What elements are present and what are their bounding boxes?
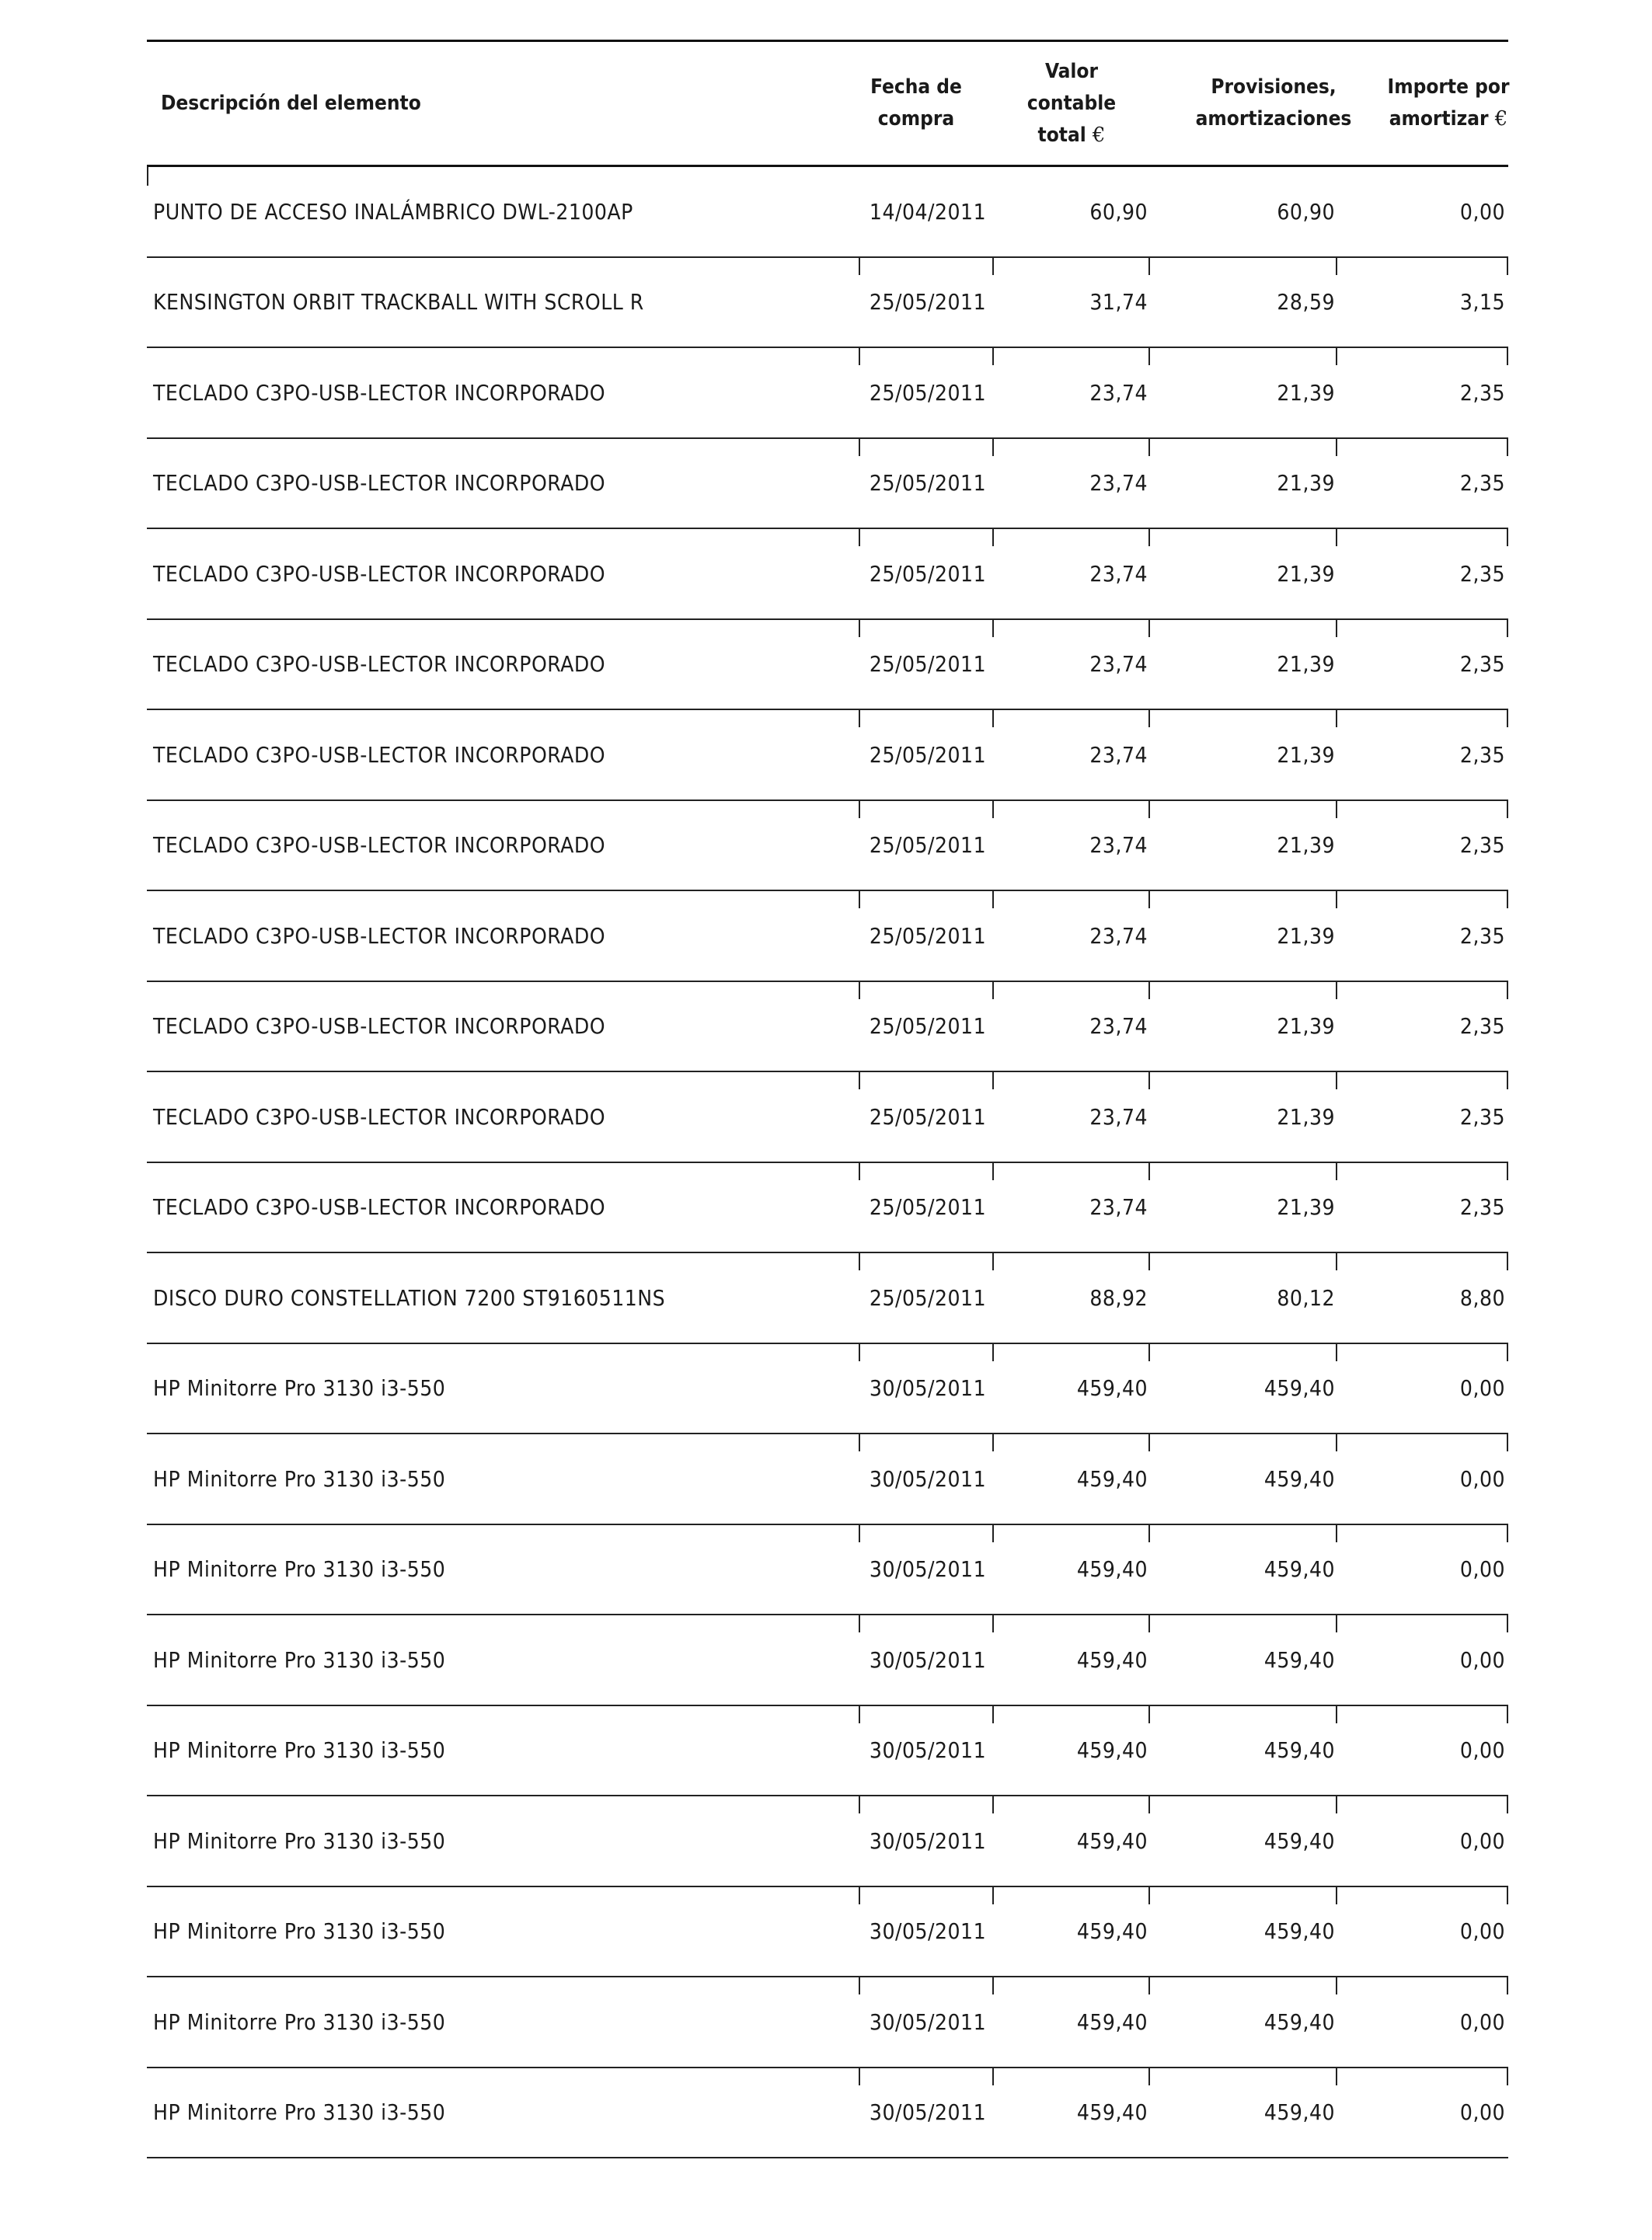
header-description-label: Descripción del elemento — [161, 91, 421, 115]
column-tick-mark — [1507, 891, 1508, 908]
column-tick-mark — [1507, 1887, 1508, 1904]
column-tick-mark — [1507, 1977, 1508, 1994]
cell-book-value: 459,40 — [1076, 1737, 1148, 1763]
header-provisions-line2: amortizaciones — [1195, 107, 1352, 131]
table-row — [147, 1977, 1508, 2068]
column-tick-mark — [1148, 1887, 1150, 1904]
column-tick-mark — [1336, 1977, 1337, 1994]
cell-provisions: 459,40 — [1263, 1556, 1335, 1582]
column-tick-mark — [1507, 258, 1508, 275]
column-tick-mark — [992, 1253, 994, 1270]
column-tick-mark — [1148, 529, 1150, 546]
column-tick-mark — [992, 1434, 994, 1451]
cell-provisions: 21,39 — [1277, 379, 1335, 406]
cell-provisions: 21,39 — [1277, 1013, 1335, 1039]
cell-purchase-date: 25/05/2011 — [869, 832, 987, 858]
column-tick-mark — [1507, 982, 1508, 999]
cell-book-value: 23,74 — [1089, 379, 1148, 406]
cell-purchase-date: 14/04/2011 — [869, 198, 987, 225]
cell-provisions: 459,40 — [1263, 1827, 1335, 1854]
cell-description: TECLADO C3PO-USB-LECTOR INCORPORADO — [153, 741, 606, 768]
column-tick-mark — [992, 258, 994, 275]
cell-purchase-date: 25/05/2011 — [869, 651, 987, 677]
cell-book-value: 31,74 — [1089, 289, 1148, 315]
column-tick-mark — [992, 1163, 994, 1180]
cell-remaining: 2,35 — [1459, 832, 1505, 858]
column-tick-mark — [1148, 1615, 1150, 1632]
cell-book-value: 459,40 — [1076, 1918, 1148, 1944]
column-tick-mark — [1148, 348, 1150, 365]
cell-purchase-date: 25/05/2011 — [869, 1103, 987, 1130]
cell-remaining: 2,35 — [1459, 1013, 1505, 1039]
cell-remaining: 2,35 — [1459, 922, 1505, 949]
table-row — [147, 1525, 1508, 1616]
column-tick-mark — [1336, 258, 1337, 275]
column-tick-mark — [859, 982, 860, 999]
cell-book-value: 60,90 — [1089, 198, 1148, 225]
header-book-value-line3: total — [1037, 123, 1086, 147]
cell-provisions: 80,12 — [1277, 1284, 1335, 1311]
cell-book-value: 23,74 — [1089, 741, 1148, 768]
cell-book-value: 459,40 — [1076, 1646, 1148, 1673]
cell-provisions: 459,40 — [1263, 1465, 1335, 1492]
cell-purchase-date: 30/05/2011 — [869, 1737, 987, 1763]
cell-book-value: 23,74 — [1089, 1103, 1148, 1130]
cell-provisions: 459,40 — [1263, 1375, 1335, 1401]
cell-provisions: 21,39 — [1277, 922, 1335, 949]
table-row — [147, 2068, 1508, 2159]
column-tick-mark — [1507, 801, 1508, 818]
column-tick-mark — [1148, 801, 1150, 818]
cell-book-value: 23,74 — [1089, 470, 1148, 496]
column-tick-mark — [1148, 1072, 1150, 1089]
cell-description: HP Minitorre Pro 3130 i3-550 — [153, 1737, 446, 1763]
table-row — [147, 801, 1508, 892]
cell-description: DISCO DURO CONSTELLATION 7200 ST9160511NS — [153, 1284, 666, 1311]
table-row — [147, 891, 1508, 982]
column-tick-mark — [859, 1163, 860, 1180]
cell-description: TECLADO C3PO-USB-LECTOR INCORPORADO — [153, 1103, 606, 1130]
cell-provisions: 459,40 — [1263, 1737, 1335, 1763]
column-tick-mark — [1336, 1072, 1337, 1089]
table-row — [147, 1434, 1508, 1525]
table-body — [147, 167, 1508, 2158]
cell-purchase-date: 30/05/2011 — [869, 2008, 987, 2035]
column-tick-mark — [1148, 891, 1150, 908]
cell-provisions: 459,40 — [1263, 1918, 1335, 1944]
euro-symbol: € — [1494, 107, 1508, 131]
cell-book-value: 459,40 — [1076, 1556, 1148, 1582]
column-tick-mark — [1336, 1706, 1337, 1723]
cell-provisions: 28,59 — [1277, 289, 1335, 315]
cell-remaining: 2,35 — [1459, 560, 1505, 587]
column-tick-mark — [1336, 1163, 1337, 1180]
cell-description: HP Minitorre Pro 3130 i3-550 — [153, 2099, 446, 2125]
cell-purchase-date: 25/05/2011 — [869, 289, 987, 315]
column-tick-mark — [859, 1796, 860, 1813]
column-tick-mark — [992, 1525, 994, 1542]
column-tick-mark — [859, 348, 860, 365]
column-tick-mark — [1336, 348, 1337, 365]
column-tick-mark — [1148, 1525, 1150, 1542]
column-tick-mark — [992, 1344, 994, 1361]
header-purchase-date-line2: compra — [877, 107, 955, 131]
cell-remaining: 0,00 — [1459, 1556, 1505, 1582]
column-tick-mark — [992, 982, 994, 999]
column-tick-mark — [992, 710, 994, 727]
table-row — [147, 348, 1508, 439]
column-tick-mark — [1507, 439, 1508, 456]
cell-remaining: 2,35 — [1459, 1194, 1505, 1220]
column-tick-mark — [992, 801, 994, 818]
cell-book-value: 23,74 — [1089, 922, 1148, 949]
header-purchase-date-line1: Fecha de — [870, 75, 962, 99]
cell-remaining: 3,15 — [1459, 289, 1505, 315]
column-tick-mark — [1336, 1253, 1337, 1270]
column-tick-mark — [1148, 1977, 1150, 1994]
column-tick-mark — [859, 439, 860, 456]
cell-provisions: 459,40 — [1263, 2099, 1335, 2125]
cell-purchase-date: 25/05/2011 — [869, 560, 987, 587]
table-row — [147, 620, 1508, 711]
column-tick-mark — [992, 620, 994, 637]
cell-remaining: 2,35 — [1459, 741, 1505, 768]
table-row — [147, 439, 1508, 530]
header-description — [161, 42, 421, 165]
cell-purchase-date: 25/05/2011 — [869, 922, 987, 949]
column-tick-mark — [1507, 1434, 1508, 1451]
column-tick-mark — [992, 1977, 994, 1994]
cell-purchase-date: 30/05/2011 — [869, 1646, 987, 1673]
table-row — [147, 1887, 1508, 1978]
column-tick-mark — [992, 1796, 994, 1813]
cell-provisions: 21,39 — [1277, 1194, 1335, 1220]
column-tick-mark — [859, 1887, 860, 1904]
cell-provisions: 459,40 — [1263, 1646, 1335, 1673]
header-book-value — [1002, 42, 1141, 165]
header-book-value-line2: contable — [1026, 91, 1117, 115]
column-tick-mark — [1507, 1253, 1508, 1270]
cell-description: HP Minitorre Pro 3130 i3-550 — [153, 2008, 446, 2035]
cell-purchase-date: 25/05/2011 — [869, 470, 987, 496]
column-tick-mark — [1148, 710, 1150, 727]
table-row — [147, 258, 1508, 349]
cell-remaining: 0,00 — [1459, 1375, 1505, 1401]
column-tick-mark — [1336, 1344, 1337, 1361]
cell-description: TECLADO C3PO-USB-LECTOR INCORPORADO — [153, 922, 606, 949]
column-tick-mark — [1148, 1706, 1150, 1723]
column-tick-mark — [1336, 891, 1337, 908]
cell-provisions: 21,39 — [1277, 651, 1335, 677]
table-row — [147, 1253, 1508, 1344]
cell-book-value: 23,74 — [1089, 1194, 1148, 1220]
column-tick-mark — [859, 258, 860, 275]
header-purchase-date — [846, 42, 986, 165]
cell-remaining: 2,35 — [1459, 470, 1505, 496]
column-tick-mark — [992, 1072, 994, 1089]
table-row — [147, 1072, 1508, 1163]
cell-book-value: 459,40 — [1076, 2099, 1148, 2125]
column-tick-mark — [859, 891, 860, 908]
cell-remaining: 0,00 — [1459, 1827, 1505, 1854]
column-tick-mark — [1148, 2068, 1150, 2085]
cell-remaining: 2,35 — [1459, 379, 1505, 406]
cell-provisions: 21,39 — [1277, 470, 1335, 496]
column-tick-mark — [992, 1706, 994, 1723]
column-tick-mark — [859, 1525, 860, 1542]
cell-description: TECLADO C3PO-USB-LECTOR INCORPORADO — [153, 832, 606, 858]
cell-provisions: 60,90 — [1277, 198, 1335, 225]
column-tick-mark — [1507, 2068, 1508, 2085]
header-remaining — [1359, 42, 1538, 165]
column-tick-mark — [1148, 982, 1150, 999]
cell-description: HP Minitorre Pro 3130 i3-550 — [153, 1375, 446, 1401]
cell-description: PUNTO DE ACCESO INALÁMBRICO DWL-2100AP — [153, 198, 633, 225]
column-tick-mark — [859, 1706, 860, 1723]
cell-purchase-date: 30/05/2011 — [869, 1375, 987, 1401]
cell-remaining: 0,00 — [1459, 198, 1505, 225]
column-tick-mark — [1336, 1887, 1337, 1904]
cell-description: HP Minitorre Pro 3130 i3-550 — [153, 1918, 446, 1944]
cell-provisions: 21,39 — [1277, 1103, 1335, 1130]
header-remaining-line2: amortizar — [1389, 107, 1489, 131]
column-tick-mark — [1336, 439, 1337, 456]
cell-remaining: 0,00 — [1459, 2008, 1505, 2035]
cell-description: TECLADO C3PO-USB-LECTOR INCORPORADO — [153, 1013, 606, 1039]
column-tick-mark — [1148, 1163, 1150, 1180]
cell-remaining: 0,00 — [1459, 1918, 1505, 1944]
table-row — [147, 1706, 1508, 1797]
column-tick-mark — [1507, 710, 1508, 727]
table-row — [147, 1344, 1508, 1435]
column-tick-mark — [1148, 258, 1150, 275]
cell-description: TECLADO C3PO-USB-LECTOR INCORPORADO — [153, 379, 606, 406]
cell-description: TECLADO C3PO-USB-LECTOR INCORPORADO — [153, 560, 606, 587]
column-tick-mark — [859, 1434, 860, 1451]
column-tick-mark — [1507, 529, 1508, 546]
column-tick-mark — [859, 1615, 860, 1632]
column-tick-mark — [1336, 982, 1337, 999]
cell-book-value: 23,74 — [1089, 832, 1148, 858]
column-tick-mark — [1336, 2068, 1337, 2085]
column-tick-mark — [992, 439, 994, 456]
asset-table — [147, 40, 1508, 2158]
column-tick-mark — [1336, 801, 1337, 818]
column-tick-mark — [1148, 1344, 1150, 1361]
column-tick-mark — [992, 529, 994, 546]
column-tick-mark — [1507, 1344, 1508, 1361]
column-tick-mark — [992, 2068, 994, 2085]
column-tick-mark — [1507, 1796, 1508, 1813]
cell-description: TECLADO C3PO-USB-LECTOR INCORPORADO — [153, 1194, 606, 1220]
column-tick-mark — [1336, 1796, 1337, 1813]
table-row — [147, 1796, 1508, 1887]
table-row — [147, 710, 1508, 801]
column-tick-mark — [1336, 1615, 1337, 1632]
column-tick-mark — [1507, 620, 1508, 637]
table-row — [147, 1163, 1508, 1254]
cell-book-value: 23,74 — [1089, 651, 1148, 677]
cell-remaining: 2,35 — [1459, 651, 1505, 677]
cell-provisions: 21,39 — [1277, 741, 1335, 768]
header-book-value-line1: Valor — [1044, 59, 1099, 83]
column-tick-mark — [1507, 1072, 1508, 1089]
column-tick-mark — [1148, 1434, 1150, 1451]
column-tick-mark — [859, 1072, 860, 1089]
cell-remaining: 2,35 — [1459, 1103, 1505, 1130]
cell-book-value: 23,74 — [1089, 560, 1148, 587]
cell-purchase-date: 25/05/2011 — [869, 1284, 987, 1311]
header-provisions — [1157, 42, 1390, 165]
cell-book-value: 459,40 — [1076, 1375, 1148, 1401]
cell-purchase-date: 25/05/2011 — [869, 379, 987, 406]
cell-description: KENSINGTON ORBIT TRACKBALL WITH SCROLL R — [153, 289, 644, 315]
column-tick-mark — [1148, 1796, 1150, 1813]
column-tick-mark — [859, 1253, 860, 1270]
cell-purchase-date: 30/05/2011 — [869, 1556, 987, 1582]
cell-book-value: 459,40 — [1076, 1465, 1148, 1492]
cell-purchase-date: 30/05/2011 — [869, 2099, 987, 2125]
row-corner-mark — [147, 167, 148, 186]
cell-remaining: 8,80 — [1459, 1284, 1505, 1311]
column-tick-mark — [992, 1887, 994, 1904]
column-tick-mark — [859, 1977, 860, 1994]
column-tick-mark — [859, 1344, 860, 1361]
column-tick-mark — [1507, 1706, 1508, 1723]
column-tick-mark — [1336, 620, 1337, 637]
cell-book-value: 459,40 — [1076, 1827, 1148, 1854]
column-tick-mark — [1507, 1525, 1508, 1542]
cell-description: TECLADO C3PO-USB-LECTOR INCORPORADO — [153, 651, 606, 677]
header-remaining-line1: Importe por — [1387, 75, 1510, 99]
cell-purchase-date: 25/05/2011 — [869, 1194, 987, 1220]
column-tick-mark — [859, 2068, 860, 2085]
cell-provisions: 21,39 — [1277, 560, 1335, 587]
cell-remaining: 0,00 — [1459, 1646, 1505, 1673]
column-tick-mark — [1336, 710, 1337, 727]
cell-provisions: 21,39 — [1277, 832, 1335, 858]
column-tick-mark — [1507, 348, 1508, 365]
column-tick-mark — [1507, 1615, 1508, 1632]
cell-description: TECLADO C3PO-USB-LECTOR INCORPORADO — [153, 470, 606, 496]
column-tick-mark — [992, 348, 994, 365]
cell-description: HP Minitorre Pro 3130 i3-550 — [153, 1556, 446, 1582]
column-tick-mark — [1148, 620, 1150, 637]
column-tick-mark — [1336, 1525, 1337, 1542]
column-tick-mark — [859, 801, 860, 818]
cell-purchase-date: 30/05/2011 — [869, 1918, 987, 1944]
column-tick-mark — [1148, 439, 1150, 456]
table-header — [147, 40, 1508, 167]
cell-purchase-date: 30/05/2011 — [869, 1827, 987, 1854]
column-tick-mark — [859, 710, 860, 727]
cell-remaining: 0,00 — [1459, 1737, 1505, 1763]
column-tick-mark — [1507, 1163, 1508, 1180]
cell-description: HP Minitorre Pro 3130 i3-550 — [153, 1646, 446, 1673]
cell-remaining: 0,00 — [1459, 1465, 1505, 1492]
cell-remaining: 0,00 — [1459, 2099, 1505, 2125]
column-tick-mark — [859, 620, 860, 637]
column-tick-mark — [1336, 529, 1337, 546]
cell-provisions: 459,40 — [1263, 2008, 1335, 2035]
table-row — [147, 167, 1508, 258]
column-tick-mark — [1336, 1434, 1337, 1451]
cell-purchase-date: 30/05/2011 — [869, 1465, 987, 1492]
cell-book-value: 459,40 — [1076, 2008, 1148, 2035]
cell-purchase-date: 25/05/2011 — [869, 1013, 987, 1039]
table-row — [147, 1615, 1508, 1706]
column-tick-mark — [859, 529, 860, 546]
cell-book-value: 88,92 — [1089, 1284, 1148, 1311]
euro-symbol: € — [1092, 123, 1106, 147]
cell-book-value: 23,74 — [1089, 1013, 1148, 1039]
cell-purchase-date: 25/05/2011 — [869, 741, 987, 768]
cell-description: HP Minitorre Pro 3130 i3-550 — [153, 1827, 446, 1854]
header-provisions-line1: Provisiones, — [1211, 75, 1337, 99]
column-tick-mark — [992, 1615, 994, 1632]
table-row — [147, 529, 1508, 620]
cell-description: HP Minitorre Pro 3130 i3-550 — [153, 1465, 446, 1492]
column-tick-mark — [1148, 1253, 1150, 1270]
column-tick-mark — [992, 891, 994, 908]
table-row — [147, 982, 1508, 1073]
